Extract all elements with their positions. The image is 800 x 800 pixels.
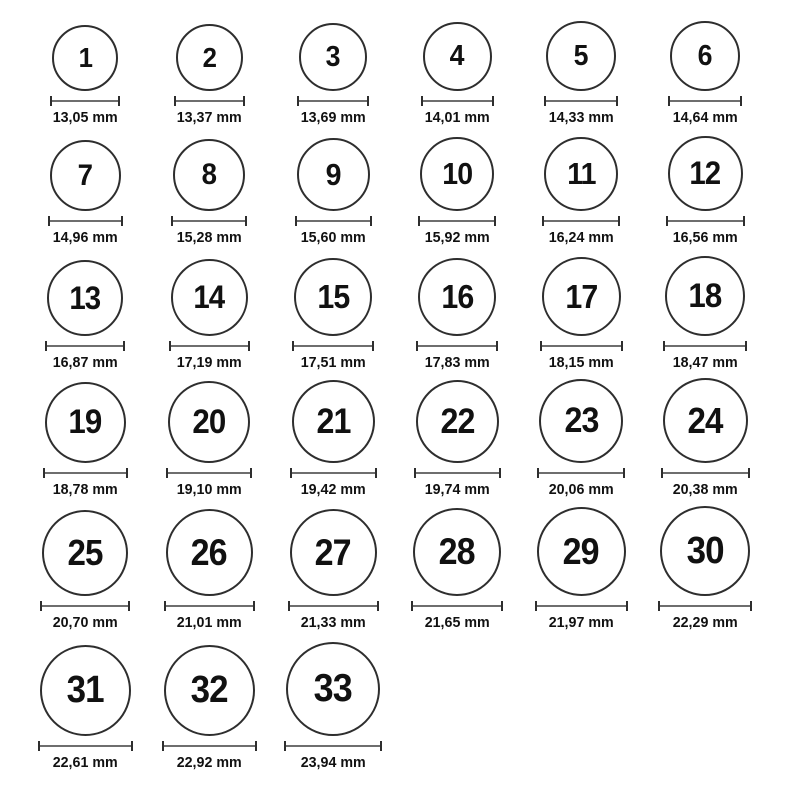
ring-circle (544, 137, 618, 211)
ring-cell (643, 505, 767, 638)
measure-bar (47, 345, 123, 347)
ring-cell (147, 378, 271, 505)
ring-size-number: 16 (441, 278, 473, 315)
size-label: 19,42 mm (300, 481, 366, 498)
size-label: 15,92 mm (424, 229, 490, 246)
ring-size-number: 20 (192, 402, 226, 441)
measure-line (418, 216, 496, 226)
size-label: 13,69 mm (300, 109, 366, 126)
ring-size-number: 6 (698, 39, 712, 72)
ring-cell (395, 0, 519, 133)
ring-cell (643, 133, 767, 253)
ring-cell (643, 253, 767, 378)
size-label: 22,61 mm (52, 754, 118, 771)
measure-line (544, 96, 618, 106)
measure-bar (668, 220, 743, 222)
ring-circle (668, 136, 743, 211)
ring-size-number: 14 (193, 279, 225, 315)
size-label: 14,01 mm (424, 109, 490, 126)
size-label: 22,29 mm (672, 614, 738, 631)
measure-line (658, 601, 752, 611)
measure-bar (660, 605, 750, 607)
measure-line (40, 601, 130, 611)
ring-size-number: 25 (67, 532, 103, 573)
ring-size-number: 30 (686, 529, 724, 572)
size-label: 14,64 mm (672, 109, 738, 126)
chart-row (23, 253, 800, 378)
ring-cell (519, 253, 643, 378)
size-label: 19,74 mm (424, 481, 490, 498)
ring-circle (416, 380, 499, 463)
measure-bar (294, 345, 372, 347)
measure-bar (176, 100, 243, 102)
measure-line (421, 96, 494, 106)
measure-bar (45, 472, 126, 474)
ring-size-number: 33 (313, 667, 353, 710)
measure-line (416, 341, 498, 351)
ring-circle (423, 22, 492, 91)
size-label: 22,92 mm (176, 754, 242, 771)
measure-line (542, 216, 620, 226)
ring-cell (519, 378, 643, 505)
ring-size-number: 1 (78, 42, 92, 73)
ring-size-number: 31 (66, 669, 104, 711)
measure-bar (670, 100, 740, 102)
measure-bar (665, 345, 745, 347)
ring-circle (290, 509, 377, 596)
ring-circle (168, 381, 250, 463)
measure-line (171, 216, 247, 226)
chart-row (23, 505, 800, 638)
chart-row (23, 638, 800, 778)
measure-line (288, 601, 379, 611)
size-label: 21,97 mm (548, 614, 614, 631)
ring-cell (271, 133, 395, 253)
ring-size-number: 22 (440, 401, 474, 441)
ring-cell (519, 505, 643, 638)
measure-line (43, 468, 128, 478)
ring-cell (271, 505, 395, 638)
measure-line (292, 341, 374, 351)
measure-bar (416, 472, 499, 474)
ring-cell (271, 638, 395, 778)
ring-size-number: 2 (202, 41, 216, 73)
ring-cell (395, 133, 519, 253)
ring-size-number: 4 (450, 40, 464, 72)
ring-cell (23, 378, 147, 505)
ring-size-number: 7 (77, 158, 93, 192)
ring-cell (643, 0, 767, 133)
ring-size-number: 15 (317, 278, 349, 315)
ring-circle (40, 645, 131, 736)
ring-size-number: 19 (68, 403, 102, 441)
measure-bar (539, 472, 623, 474)
size-label: 14,96 mm (52, 229, 118, 246)
measure-line (162, 741, 257, 751)
measure-bar (663, 472, 748, 474)
ring-size-number: 29 (562, 530, 600, 572)
ring-cell (395, 378, 519, 505)
ring-circle (670, 21, 740, 91)
size-label: 20,70 mm (52, 614, 118, 631)
measure-bar (50, 220, 121, 222)
ring-circle (542, 257, 621, 336)
measure-line (166, 468, 252, 478)
ring-circle (164, 645, 255, 736)
measure-line (663, 341, 747, 351)
ring-circle (42, 510, 128, 596)
ring-cell (23, 638, 147, 778)
size-label: 16,24 mm (548, 229, 614, 246)
ring-circle (45, 382, 126, 463)
measure-line (38, 741, 133, 751)
ring-cell (23, 133, 147, 253)
chart-row (23, 0, 800, 133)
measure-bar (171, 345, 248, 347)
size-label: 21,01 mm (176, 614, 242, 631)
measure-line (411, 601, 503, 611)
ring-circle (539, 379, 623, 463)
measure-bar (290, 605, 377, 607)
measure-line (164, 601, 255, 611)
measure-bar (297, 220, 370, 222)
ring-size-number: 3 (326, 40, 340, 73)
ring-size-number: 13 (69, 279, 101, 316)
ring-size-number: 12 (689, 155, 721, 191)
ring-size-number: 23 (564, 401, 598, 440)
measure-bar (286, 745, 380, 747)
measure-line (174, 96, 245, 106)
ring-size-number: 32 (190, 669, 228, 711)
size-label: 13,05 mm (52, 109, 118, 126)
measure-line (668, 96, 742, 106)
size-label: 14,33 mm (548, 109, 614, 126)
measure-line (284, 741, 382, 751)
measure-bar (420, 220, 494, 222)
ring-size-number: 21 (316, 401, 350, 441)
size-label: 20,06 mm (548, 481, 614, 498)
ring-size-number: 8 (201, 158, 217, 191)
ring-cell (23, 505, 147, 638)
ring-cell (519, 133, 643, 253)
ring-circle (299, 23, 367, 91)
size-label: 19,10 mm (176, 481, 242, 498)
ring-circle (294, 258, 372, 336)
ring-circle (546, 21, 616, 91)
measure-line (537, 468, 625, 478)
ring-cell (271, 378, 395, 505)
ring-circle (50, 140, 121, 211)
ring-circle (663, 378, 748, 463)
measure-bar (40, 745, 131, 747)
ring-size-number: 26 (190, 531, 228, 573)
size-label: 23,94 mm (300, 754, 366, 771)
ring-circle (660, 506, 750, 596)
size-label: 16,87 mm (52, 354, 118, 371)
size-label: 13,37 mm (176, 109, 242, 126)
size-label: 21,65 mm (424, 614, 490, 631)
measure-bar (423, 100, 492, 102)
ring-circle (665, 256, 745, 336)
ring-cell (271, 0, 395, 133)
ring-circle (166, 509, 253, 596)
chart-row (23, 378, 800, 505)
ring-size-number: 10 (442, 156, 472, 191)
size-label: 20,38 mm (672, 481, 738, 498)
ring-circle (413, 508, 501, 596)
ring-size-number: 17 (565, 277, 597, 315)
measure-bar (418, 345, 496, 347)
measure-line (666, 216, 745, 226)
measure-line (290, 468, 377, 478)
ring-size-number: 5 (574, 39, 588, 72)
measure-line (297, 96, 369, 106)
size-label: 17,83 mm (424, 354, 490, 371)
measure-bar (413, 605, 501, 607)
measure-bar (52, 100, 118, 102)
ring-size-number: 27 (314, 531, 352, 573)
ring-circle (297, 138, 370, 211)
size-label: 21,33 mm (300, 614, 366, 631)
measure-line (45, 341, 125, 351)
ring-circle (420, 137, 494, 211)
ring-circle (286, 642, 380, 736)
measure-line (661, 468, 750, 478)
size-label: 18,15 mm (548, 354, 614, 371)
measure-bar (164, 745, 255, 747)
ring-size-number: 28 (438, 531, 476, 572)
measure-bar (168, 472, 250, 474)
ring-circle (418, 258, 496, 336)
measure-line (50, 96, 120, 106)
measure-line (540, 341, 623, 351)
measure-bar (537, 605, 626, 607)
ring-circle (47, 260, 123, 336)
ring-circle (52, 25, 118, 91)
ring-circle (537, 507, 626, 596)
ring-cell (271, 253, 395, 378)
measure-bar (292, 472, 375, 474)
ring-size-number: 9 (325, 156, 341, 192)
ring-circle (292, 380, 375, 463)
chart-row (23, 133, 800, 253)
ring-cell (23, 0, 147, 133)
measure-bar (42, 605, 128, 607)
ring-cell (147, 253, 271, 378)
ring-size-number: 24 (687, 399, 723, 441)
measure-line (414, 468, 501, 478)
measure-bar (542, 345, 621, 347)
measure-bar (173, 220, 245, 222)
measure-line (48, 216, 123, 226)
measure-line (169, 341, 250, 351)
ring-cell (147, 133, 271, 253)
measure-line (535, 601, 628, 611)
size-label: 18,78 mm (52, 481, 118, 498)
size-label: 18,47 mm (672, 354, 738, 371)
size-label: 15,60 mm (300, 229, 366, 246)
ring-circle (171, 259, 248, 336)
ring-size-number: 11 (566, 156, 596, 191)
ring-cell (23, 253, 147, 378)
size-label: 17,19 mm (176, 354, 242, 371)
measure-bar (544, 220, 618, 222)
ring-cell (147, 0, 271, 133)
ring-cell (519, 0, 643, 133)
measure-bar (166, 605, 253, 607)
size-label: 15,28 mm (176, 229, 242, 246)
ring-circle (176, 24, 243, 91)
ring-size-number: 18 (688, 276, 722, 315)
ring-cell (395, 253, 519, 378)
ring-cell (147, 638, 271, 778)
size-label: 16,56 mm (672, 229, 738, 246)
measure-line (295, 216, 372, 226)
size-label: 17,51 mm (300, 354, 366, 371)
ring-cell (147, 505, 271, 638)
ring-cell (643, 378, 767, 505)
measure-bar (546, 100, 616, 102)
ring-circle (173, 139, 245, 211)
measure-bar (299, 100, 367, 102)
ring-cell (395, 505, 519, 638)
